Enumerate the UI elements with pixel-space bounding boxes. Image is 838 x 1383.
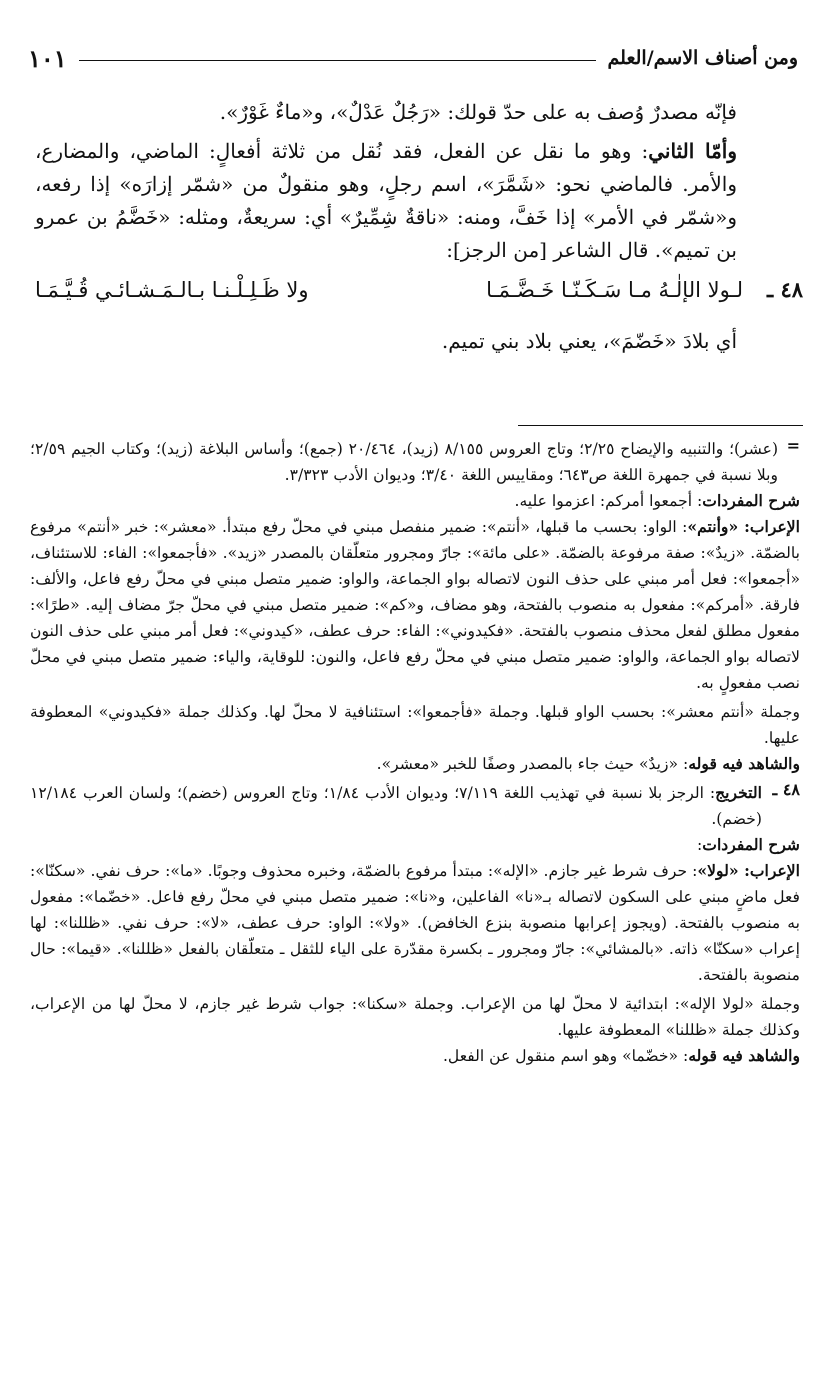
footnote-keyword: الإعراب: «لولا» [697,861,800,880]
footnote-parsing-2 [30,858,800,988]
main-paragraph-3: أي بلادَ «خَضّمَ»، يعني بلاد بني تميم. [441,329,737,353]
verse-48 [35,277,803,315]
footnote-keyword: شرح المفردات [702,835,800,854]
chapter-title: ومن أصناف الاسم/العلم [607,47,798,69]
footnote-text: : أجمعوا أمركم: اعزموا عليه. [514,492,703,510]
footnote-evidence-2 [30,1043,800,1069]
footnote-text: : الرجز بلا نسبة في تهذيب اللغة ٧/١١٩؛ وديوان الأدب ١/٨٤؛ وتاج العروس (خضم)؛ ولسان العرب ١٢/١٨٤ (خضم). [30,784,762,828]
footnote-keyword: التخريج [715,783,762,802]
footnote-continuation [30,436,800,488]
footnote-keyword: شرح المفردات [702,491,800,510]
footnote-text: : الواو: بحسب ما قبلها، «أنتم»: ضمير منفصل مبني في محلّ رفع مبتدأ. «معشر»: خبر «أنتم» مرفوع بالضمّة. «زيدٌ»: صفة مرفوعة بالضمّة. «على مائة»: جارّ ومجرور متعلّقان بالمصدر «زيد». «فأجمعوا»: الفاء: للاستئناف، «أجمعوا»: فعل أمر مبني على حذف النون لاتصاله بواو الجماعة، والواو: ضمير متصل مبني في محلّ رفع فاعل، والألف: فارقة. «أمركم»: مفعول به منصوب بالفتحة، وهو مضاف، و«كم»: ضمير متصل مبني في محلّ جرّ مضاف إليه. «طرًا»: مفعول مطلق لفعل محذف منصوب بالفتحة. «فكيدوني»: الفاء: حرف عطف، «كيدوني»: فعل أمر مبني على حذف النون لاتصاله بواو الجماعة، والواو: ضمير متصل مبني في محلّ رفع فاعل، والنون: للوقاية، والياء: ضمير متصل مبني في محلّ نصب مفعولٍ به. [30,518,800,692]
paragraph-text: : وهو ما نقل عن الفعل، فقد نُقل من ثلاثة أفعالٍ: الماضي، والمضارع، والأمر. فالماضي نحو: «شَمَّرَ»، اسم رجلٍ، وهو منقولٌ من «شمّر إزارَه» إذا رفعه، و«شمّر في الأمر» إذا خَفَّ، ومنه: «ناقةٌ شِمِّيرٌ» أي: سريعةٌ، ومثله: «خَضَّمُ بن عمرو بن تميم». قال الشاعر [من الرجز]: [35,139,737,262]
footnote-text: (عشر)؛ والتنبيه والإيضاح ٢/٢٥؛ وتاج العروس ٨/١٥٥ (زيد)، ٢٠/٤٦٤ (جمع)؛ وأساس البلاغة (زيد)؛ وكتاب الجيم ٢/٥٩؛ وبلا نسبة في جمهرة اللغة ص٦٤٣؛ ومقاييس اللغة ٣/٤٠؛ وديوان الأدب ٣/٣٢٣. [30,440,779,484]
footnote-evidence-1 [30,751,800,777]
footnote-text: : «زيدٌ» حيث جاء بالمصدر وصفًا للخبر «معشر». [376,755,689,773]
footnote-sources [30,780,762,832]
section-keyword: وأمّا الثاني [648,139,738,163]
main-text [35,96,803,358]
footnote-sentences-1: وجملة «أنتم معشر»: بحسب الواو قبلها. وجملة «فأجمعوا»: استئنافية لا محلّ لها. وكذلك جملة «فكيدوني» المعطوفة عليها. [30,703,800,747]
footnote-number: ٤٨ ـ [772,780,800,799]
footnote-keyword: الإعراب: «وأنتم» [687,517,800,536]
footnote-48 [30,780,800,832]
verse-hemistich-second: ولا ظَـلِـلْـنـا بـالـمَـشـائـي قُـيَّـمَـا [35,278,309,302]
verse-hemistich-first: لـولا الإلٰـهُ مـا سَـكَـنّـا خَـضَّـمَـا [486,278,743,302]
footnote-keyword: والشاهد فيه قوله [688,1046,800,1065]
running-header [28,38,798,78]
footnote-text: : حرف شرط غير جازم. «الإله»: مبتدأ مرفوع بالضمّة، وخبره محذوف وجوبًا. «ما»: حرف نفي. «سكنّا»: فعل ماضٍ مبني على السكون لاتصاله بـ«نا» الفاعلين، و«نا»: ضمير متصل مبني في محلّ رفع فاعل. «خضّما»: مفعول به منصوب بالفتحة. (ويجوز إعرابها منصوبة بنزع الخافض). «ولا»: الواو: حرف عطف، «لا»: حرف نفي. «ظللنا»: لها إعراب «سكنّا» ذاته. «بالمشائي»: جارّ ومجرور ـ بكسرة مقدّرة على الياء للثقل ـ متعلّقان بالفعل «ظللنا». «قيما»: حال منصوبة بالفتحة. [30,862,800,984]
header-rule [79,60,596,61]
footnotes [30,436,800,1069]
continuation-mark: = [786,436,800,455]
footnote-text: : [697,836,703,854]
footnote-keyword: والشاهد فيه قوله [688,754,800,773]
footnote-text: : «خضّما» وهو اسم منقول عن الفعل. [442,1047,689,1065]
verse-number: ٤٨ ـ [766,277,803,302]
page-number: ١٠١ [28,43,67,73]
footnote-separator [518,425,803,426]
footnote-vocabulary-2 [30,832,800,858]
footnote-sentences-2: وجملة «لولا الإله»: ابتدائية لا محلّ لها من الإعراب. وجملة «سكنا»: جواب شرط غير جازم، لا محلّ لها من الإعراب، وكذلك جملة «ظللنا» المعطوفة عليها. [30,995,800,1039]
footnote-parsing-1 [30,514,800,696]
footnote-vocabulary-1 [30,488,800,514]
main-paragraph-2 [35,135,803,267]
main-paragraph-1: فإنّه مصدرٌ وُصف به على حدّ قولك: «رَجُلٌ عَدْلٌ»، و«ماءٌ غَوْرٌ». [219,100,737,124]
